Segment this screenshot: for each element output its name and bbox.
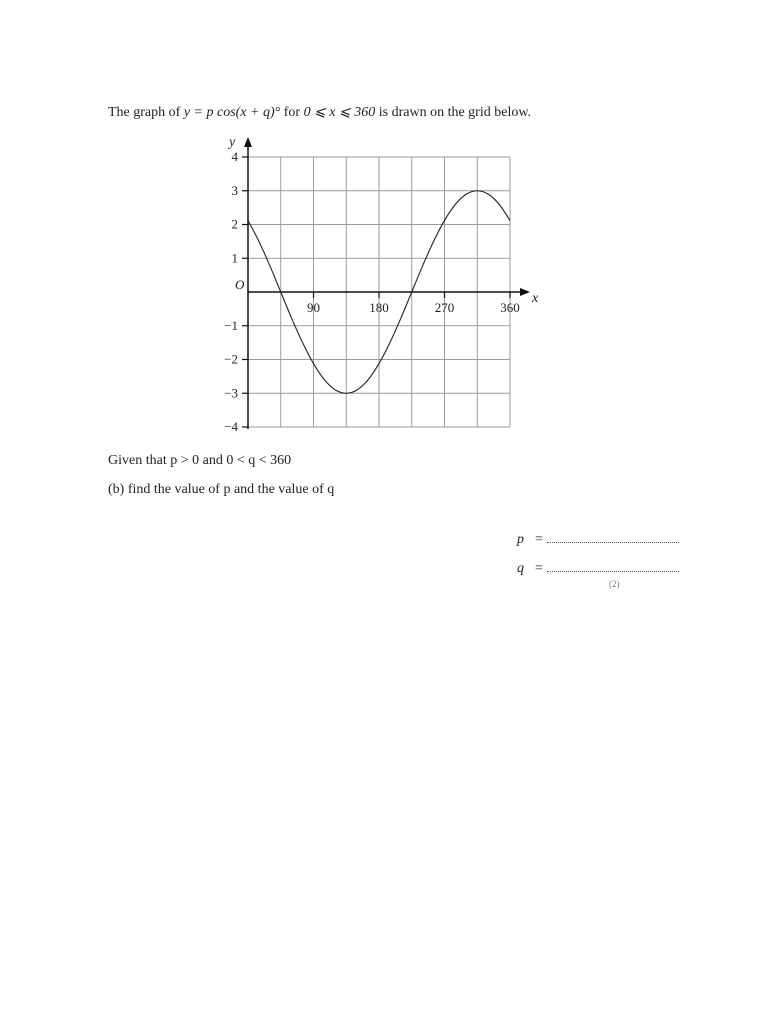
answer-p-label: p <box>517 532 524 547</box>
answer-q-line <box>517 561 679 577</box>
answer-p-line <box>517 532 679 548</box>
x-tick-label: 270 <box>434 300 455 315</box>
origin-label: O <box>235 277 245 292</box>
x-tick-label: 90 <box>307 300 320 315</box>
y-tick-label: 3 <box>231 182 238 198</box>
intro-prefix: The graph of <box>108 105 181 120</box>
answer-p-equals: = <box>535 532 543 547</box>
answer-p-field[interactable] <box>547 532 679 543</box>
answer-q-equals: = <box>535 561 543 576</box>
y-axis-arrow <box>244 137 252 147</box>
y-tick-label: −4 <box>224 419 238 434</box>
intro-formula: y = p cos(x + q)° <box>183 105 281 120</box>
y-tick-label: −1 <box>224 317 238 333</box>
y-tick-label: 1 <box>231 250 238 266</box>
part-b-prompt: (b) find the value of p and the value of q <box>108 482 335 497</box>
y-tick-label: −2 <box>224 351 238 367</box>
answer-q-label: q <box>517 561 524 576</box>
cosine-graph <box>218 130 558 435</box>
y-axis-label: y <box>229 135 236 150</box>
intro-for: for <box>283 105 301 120</box>
intro-domain: 0 ⩽ x ⩽ 360 <box>303 105 376 120</box>
x-axis-arrow <box>520 288 530 296</box>
y-tick-label: 4 <box>231 149 238 164</box>
marks-label: (2) <box>609 579 620 589</box>
y-tick-label: −3 <box>224 385 238 401</box>
given-condition: Given that p > 0 and 0 < q < 360 <box>108 453 292 468</box>
y-tick-label: 2 <box>231 216 238 232</box>
x-tick-label: 360 <box>500 300 520 315</box>
axes <box>244 137 530 429</box>
x-axis-label: x <box>532 291 539 306</box>
x-tick-label: 180 <box>369 300 389 315</box>
question-intro <box>108 104 531 121</box>
intro-suffix: is drawn on the grid below. <box>378 105 532 120</box>
answer-q-field[interactable] <box>547 561 679 572</box>
